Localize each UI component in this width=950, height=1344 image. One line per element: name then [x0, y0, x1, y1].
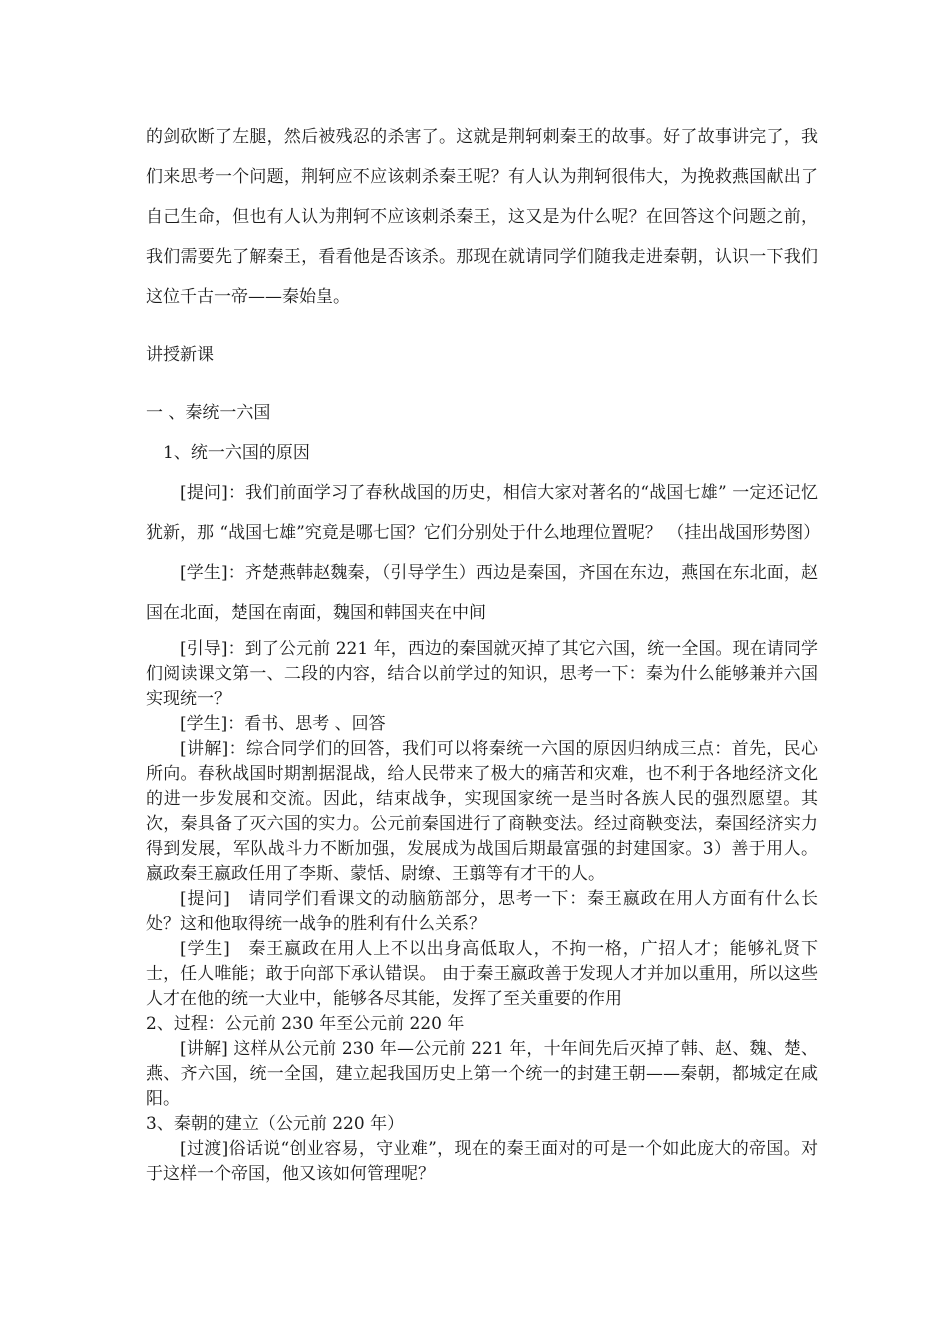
paragraph-student-answer-talent: [学生] 秦王嬴政在用人上不以出身高低取人，不拘一格，广招人才；能够礼贤下士，任人唯能；敢于向部下承认错误。 由于秦王嬴政善于发现人才并加以重用，所以这些人才在他的统一大业中，能够各尽其能，发挥了至关重要的作用: [146, 939, 818, 1009]
paragraph-explain-conquest: [讲解] 这样从公元前 230 年—公元前 221 年，十年间先后灭掉了韩、赵、魏、楚、燕、齐六国，统一全国，建立起我国历史上第一个统一的封建王朝——秦朝，都城定在咸阳。: [146, 1039, 818, 1109]
paragraph-jingke-story: 的剑砍断了左腿，然后被残忍的杀害了。这就是荆轲刺秦王的故事。好了故事讲完了，我们来思考一个问题，荆轲应不应该刺杀秦王呢？有人认为荆轲很伟大，为挽救燕国献出了自己生命，但也有人认为荆轲不应该刺杀秦王，这又是为什么呢？在回答这个问题之前，我们需要先了解秦王，看看他是否该杀。那现在就请同学们随我走进秦朝，认识一下我们这位千古一帝——秦始皇。: [146, 127, 818, 307]
paragraph-transition-governance: [过渡]俗话说“创业容易，守业难”，现在的秦王面对的可是一个如此庞大的帝国。对于这样一个帝国，他又该如何管理呢？: [146, 1139, 818, 1184]
heading-teach-new-lesson: 讲授新课: [146, 345, 214, 365]
heading-qin-unification: 一 、秦统一六国: [146, 403, 271, 423]
subheading-reasons-for-unification: 1、统一六国的原因: [163, 443, 310, 463]
paragraph-question-warring-states: [提问]：我们前面学习了春秋战国的历史，相信大家对著名的“战国七雄” 一定还记忆犹新，那 “战国七雄”究竟是哪七国？它们分别处于什么地理位置呢？ （挂出战国形势图）: [146, 483, 821, 543]
paragraph-student-answer-seven-states: [学生]：齐楚燕韩赵魏秦，（引导学生）西边是秦国，齐国在东边，燕国在东北面，赵国在北面，楚国在南面，魏国和韩国夹在中间: [146, 563, 818, 623]
subheading-qin-establishment: 3、秦朝的建立（公元前 220 年）: [146, 1114, 405, 1134]
document-text-block: [146, 117, 821, 1187]
paragraph-question-employing-talent: [提问] 请同学们看课文的动脑筋部分，思考一下：秦王嬴政在用人方面有什么长处？这和他取得统一战争的胜利有什么关系？: [146, 889, 818, 934]
paragraph-explain-three-reasons: [讲解]：综合同学们的回答，我们可以将秦统一六国的原因归纳成三点：首先，民心所向。春秋战国时期割据混战，给人民带来了极大的痛苦和灾难，也不利于各地经济文化的进一步发展和交流。因此，结束战争，实现国家统一是当时各族人民的强烈愿望。其次，秦具备了灭六国的实力。公元前秦国进行了商鞅变法。经过商鞅变法，秦国经济实力得到发展，军队战斗力不断加强，发展成为战国后期最富强的封建国家。3）善于用人。嬴政秦王嬴政任用了李斯、蒙恬、尉缭、王翦等有才干的人。: [146, 739, 818, 884]
paragraph-guide-reading: [引导]：到了公元前 221 年，西边的秦国就灭掉了其它六国，统一全国。现在请同学们阅读课文第一、二段的内容，结合以前学过的知识，思考一下：秦为什么能够兼并六国实现统一？: [146, 639, 818, 709]
subheading-process: 2、过程：公元前 230 年至公元前 220 年: [146, 1014, 465, 1034]
paragraph-student-read-think: [学生]：看书、思考 、回答: [180, 714, 386, 734]
